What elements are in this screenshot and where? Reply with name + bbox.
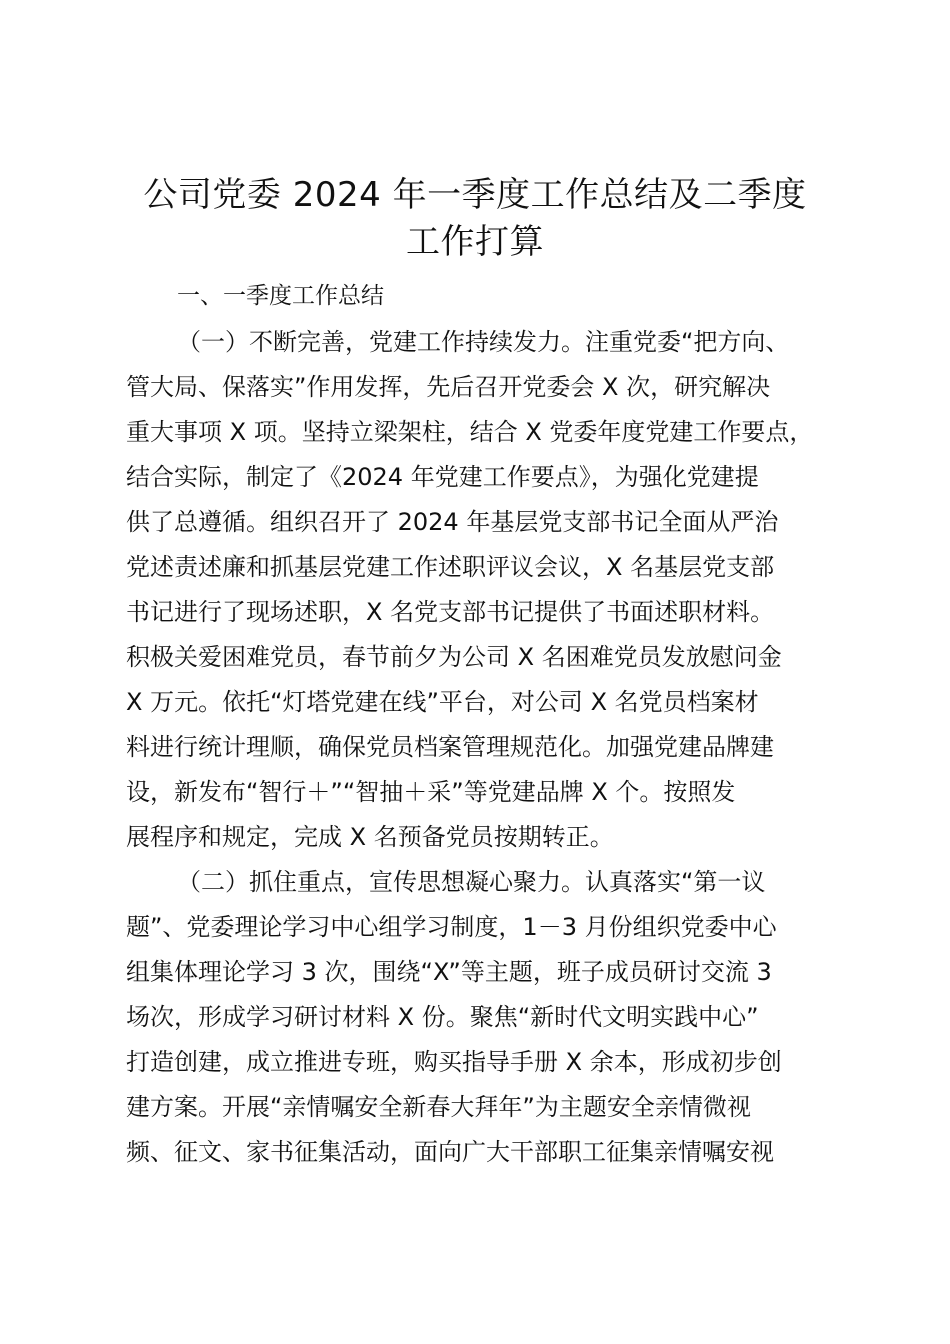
paragraph-line: 设，新发布“智行＋”“智抽＋采”等党建品牌 X 个。按照发 (126, 778, 736, 806)
paragraph-line: 场次，形成学习研讨材料 X 份。聚焦“新时代文明实践中心” (126, 1003, 759, 1031)
paragraph-line: 展程序和规定，完成 X 名预备党员按期转正。 (126, 823, 614, 851)
paragraph-line: （二）抓住重点，宣传思想凝心聚力。认真落实“第一议 (177, 868, 766, 896)
paragraph-line: 组集体理论学习 3 次，围绕“X”等主题，班子成员研讨交流 3 (126, 958, 772, 986)
paragraph-line: 供了总遵循。组织召开了 2024 年基层党支部书记全面从严治 (126, 508, 779, 536)
paragraph-line: X 万元。依托“灯塔党建在线”平台，对公司 X 名党员档案材 (126, 688, 759, 716)
paragraph-line: 重大事项 X 项。坚持立梁架柱，结合 X 党委年度党建工作要点， (126, 418, 814, 446)
paragraph-line: 管大局、保落实”作用发挥，先后召开党委会 X 次，研究解决 (126, 373, 771, 401)
document-title (110, 172, 840, 266)
paragraph-line: 频、征文、家书征集活动，面向广大干部职工征集亲情嘱安视 (126, 1138, 774, 1166)
title-line-2: 工作打算 (406, 222, 544, 262)
paragraph-line: 打造创建，成立推进专班，购买指导手册 X 余本，形成初步创 (126, 1048, 782, 1076)
section-heading: 一、一季度工作总结 (177, 283, 384, 309)
paragraph-line: 结合实际，制定了《2024 年党建工作要点》，为强化党建提 (126, 463, 759, 491)
paragraph-line: （一）不断完善，党建工作持续发力。注重党委“把方向、 (177, 328, 790, 356)
paragraph-line: 建方案。开展“亲情嘱安全新春大拜年”为主题安全亲情微视 (126, 1093, 751, 1121)
title-line-1: 公司党委 2024 年一季度工作总结及二季度 (143, 175, 807, 215)
paragraph-line: 党述责述廉和抓基层党建工作述职评议会议，X 名基层党支部 (126, 553, 775, 581)
paragraph-line: 料进行统计理顺，确保党员档案管理规范化。加强党建品牌建 (126, 733, 774, 761)
paragraph-line: 书记进行了现场述职，X 名党支部书记提供了书面述职材料。 (126, 598, 775, 626)
paragraph-line: 题”、党委理论学习中心组学习制度，1－3 月份组织党委中心 (126, 913, 777, 941)
paragraph-line: 积极关爱困难党员，春节前夕为公司 X 名困难党员发放慰问金 (126, 643, 782, 671)
